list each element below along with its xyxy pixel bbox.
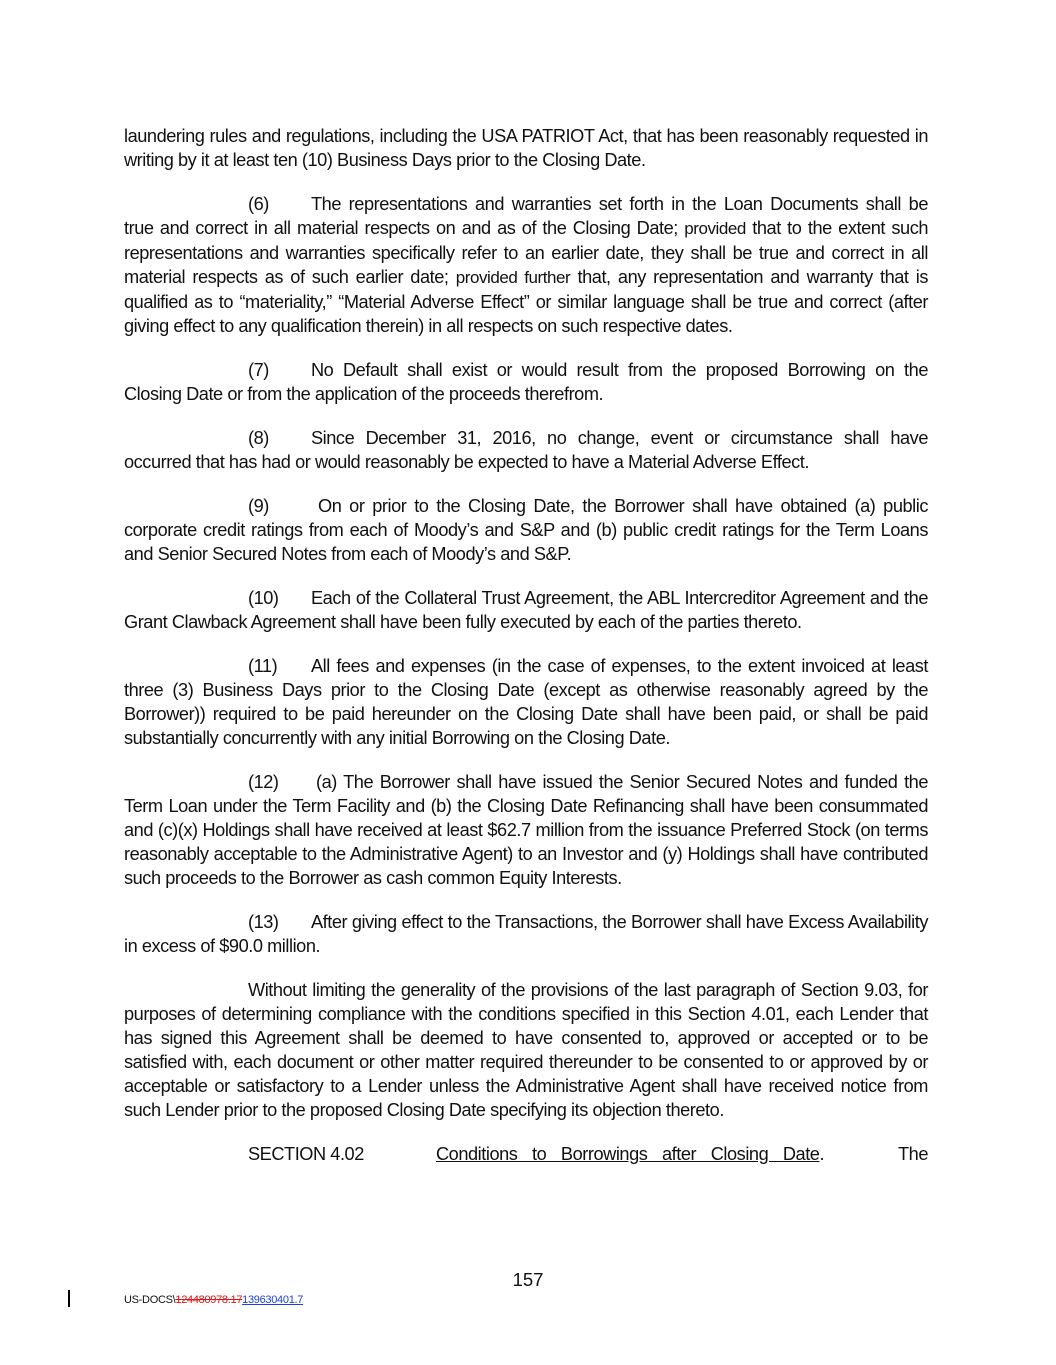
item-text: On or prior to the Closing Date, the Borrower shall have obtained (a) public corporate credit ratings from each of Moody’s and S&P and (b) public credit ratings for the Term Loans and Senior Secured Notes from each of Moody’s and S&P. <box>124 496 928 564</box>
item-number: (12) <box>248 772 279 792</box>
paragraph-item-8 <box>124 426 928 474</box>
change-bar <box>68 1290 70 1307</box>
item-number: (10) <box>248 588 279 608</box>
paragraph-closing: Without limiting the generality of the provisions of the last paragraph of Section 9.03, for purposes of determining compliance with the conditions specified in this Section 4.01, each Lender that has signed this Agreement shall be deemed to have consented to, approved or accepted or to be satisfied with, each document or other matter required thereunder to be consented to or approved by or acceptable or satisfactory to a Lender unless the Administrative Agent shall have received notice from such Lender prior to the proposed Closing Date specifying its objection thereto. <box>124 980 928 1120</box>
document-id-inserted: 139630401.7 <box>242 1294 304 1306</box>
item-number: (9) <box>248 496 269 516</box>
item-number: (6) <box>248 194 269 214</box>
paragraph-intro: laundering rules and regulations, including the USA PATRIOT Act, that has been reasonably requested in writing by it at least ten (10) Business Days prior to the Closing Date. <box>124 126 928 170</box>
section-number: SECTION 4.02 <box>248 1144 364 1164</box>
item-number: (13) <box>248 912 279 932</box>
paragraph-item-11 <box>124 654 928 750</box>
item-text: Since December 31, 2016, no change, event or circumstance shall have occurred that has had or would reasonably be expected to have a Material Adverse Effect. <box>124 428 928 472</box>
item-text: After giving effect to the Transactions, the Borrower shall have Excess Availability in excess of $90.0 million. <box>124 912 928 956</box>
page-number: 157 <box>512 1269 544 1290</box>
provided-further-term: provided further <box>455 268 571 287</box>
section-title-wrap <box>436 1142 824 1166</box>
item-text: The representations and warranties set forth in the Loan Documents shall be true and correct in all material respects on and as of the Closing Date; <box>124 194 928 238</box>
item-text: No Default shall exist or would result from the proposed Borrowing on the Closing Date or from the application of the proceeds therefrom. <box>124 360 928 404</box>
paragraph-item-12 <box>124 770 928 890</box>
section-title: Conditions to Borrowings after Closing Date <box>436 1144 820 1164</box>
item-text: that to the extent such representations and warranties specifically refer to an earlier date, they shall be true and correct in all material respects as of such earlier date; <box>124 218 929 287</box>
paragraph-item-6 <box>124 192 928 338</box>
document-id-deleted: 124480978.17 <box>175 1294 243 1306</box>
item-text: that, any representation and warranty that is qualified as to “materiality,” “Material Adverse Effect” or similar language shall be true and correct (after giving effect to any qualification therein) in all respects on such respective dates. <box>124 267 928 336</box>
item-number: (11) <box>248 656 278 676</box>
paragraph-item-7 <box>124 358 928 406</box>
document-id <box>124 1293 303 1307</box>
document-id-prefix: US-DOCS\ <box>124 1294 176 1306</box>
paragraph-item-9 <box>124 494 928 566</box>
item-number: (7) <box>248 360 269 380</box>
item-text: All fees and expenses (in the case of expenses, to the extent invoiced at least three (3) Business Days prior to the Closing Date (except as otherwise reasonably agreed by the Borrower)) required to be paid hereunder on the Closing Date shall have been paid, or shall be paid substantially concurrently with any initial Borrowing on the Closing Date. <box>124 656 928 748</box>
paragraph-item-13 <box>124 910 928 958</box>
item-text: (a) The Borrower shall have issued the Senior Secured Notes and funded the Term Loan under the Term Facility and (b) the Closing Date Refinancing shall have been consummated and (c)(x) Holdings shall have received at least $62.7 million from the issuance Preferred Stock (on terms reasonably acceptable to the Administrative Agent) to an Investor and (y) Holdings shall have contributed such proceeds to the Borrower as cash common Equity Interests. <box>124 772 928 888</box>
section-continuation: The <box>898 1144 928 1164</box>
provided-term: provided <box>684 219 746 238</box>
section-title-period: . <box>819 1144 825 1164</box>
item-text: Each of the Collateral Trust Agreement, the ABL Intercreditor Agreement and the Grant Clawback Agreement shall have been fully executed by each of the parties thereto. <box>124 588 928 632</box>
paragraph-item-10 <box>124 586 928 634</box>
section-heading <box>124 1142 928 1166</box>
document-body <box>124 124 928 1166</box>
item-number: (8) <box>248 428 269 448</box>
